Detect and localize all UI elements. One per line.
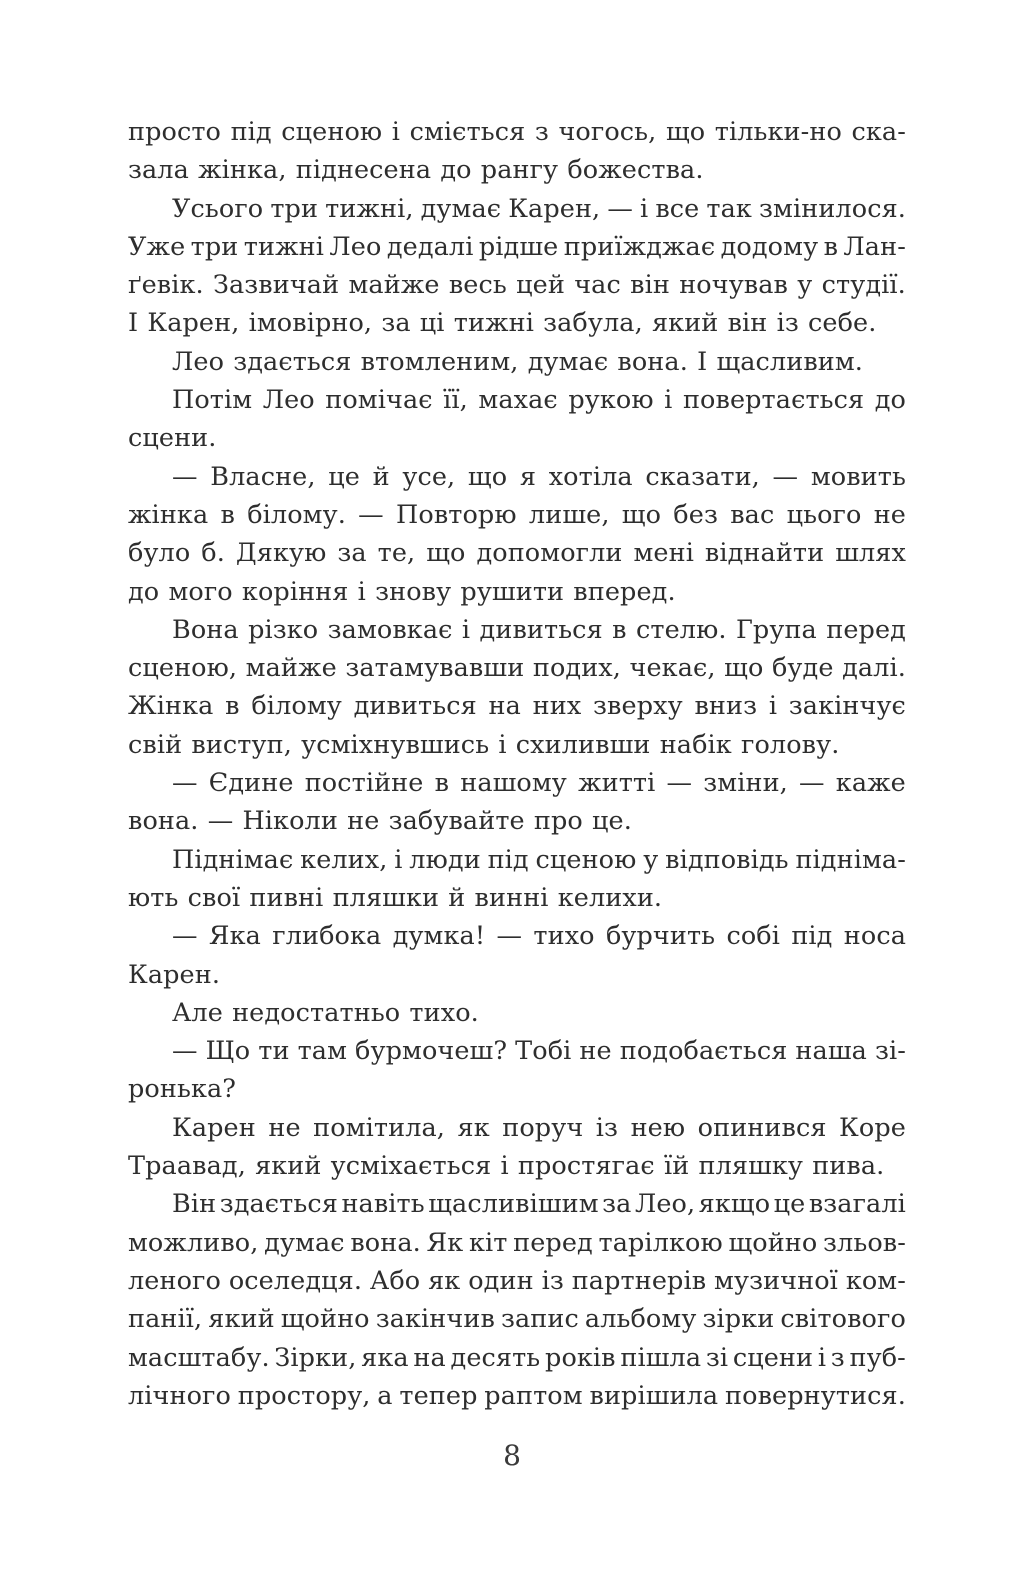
text-line: — Єдине постійне в нашому житті — зміни, — каже xyxy=(172,768,906,799)
text-line: вона. — Ніколи не забувайте про це. xyxy=(128,806,632,837)
text-line: Карен. xyxy=(128,959,221,990)
text-line: сцени. xyxy=(128,423,217,454)
text-line: леного оселедця. Або як один із партнерів музичної ком- xyxy=(128,1265,906,1296)
text-line: Лео здається втомленим, думає вона. І щасливим. xyxy=(172,346,864,377)
text-line: Вона різко замовкає і дивиться в стелю. Група перед xyxy=(172,614,906,645)
text-line: до мого коріння і знову рушити вперед. xyxy=(128,576,676,607)
text-line: — Що ти там бурмочеш? Тобі не подобається наша зі- xyxy=(172,1036,906,1067)
text-line: ронька? xyxy=(128,1074,237,1105)
text-line: Усього три тижні, думає Карен, — і все так змінилося. xyxy=(172,193,906,224)
text-line: Потім Лео помічає її, махає рукою і повертається до xyxy=(172,385,906,416)
text-line: І Карен, імовірно, за ці тижні забула, який він із себе. xyxy=(128,308,877,339)
text-line: свій виступ, усміхнувшись і схиливши набік голову. xyxy=(128,729,840,760)
text-line: просто під сценою і сміється з чогось, що тільки-но ска- xyxy=(128,117,906,147)
text-line: Уже три тижні Лео дедалі рідше приїжджає додому в Лан- xyxy=(128,231,906,262)
text-line: Траавад, який усміхається і простягає їй пляшку пива. xyxy=(128,1151,885,1182)
page-number: 8 xyxy=(503,1439,521,1472)
text-line: панії, який щойно закінчив запис альбому зірки світового xyxy=(128,1304,906,1335)
text-line: ґевік. Зазвичай майже весь цей час він ночував у студії. xyxy=(128,270,906,301)
text-line: Він здається навіть щасливішим за Лео, якщо це взагалі xyxy=(172,1189,906,1220)
text-line: жінка в білому. — Повторю лише, що без вас цього не xyxy=(128,499,906,530)
text-line: масштабу. Зірки, яка на десять років пішла зі сцени і з пуб- xyxy=(128,1342,906,1373)
text-line: Але недостатньо тихо. xyxy=(172,997,479,1028)
text-line: було б. Дякую за те, що допомогли мені віднайти шлях xyxy=(128,538,906,569)
text-line: Жінка в білому дивиться на них зверху вниз і закінчує xyxy=(128,691,906,722)
text-line: — Яка глибока думка! — тихо бурчить собі під носа xyxy=(172,921,906,952)
text-line: зала жінка, піднесена до рангу божества. xyxy=(128,155,704,186)
text-line: Піднімає келих, і люди під сценою у відповідь підніма- xyxy=(172,844,906,875)
text-line: — Власне, це й усе, що я хотіла сказати, — мовить xyxy=(172,461,906,492)
text-line: ють свої пивні пляшки й винні келихи. xyxy=(128,882,663,913)
text-line: можливо, думає вона. Як кіт перед тарілкою щойно зльов- xyxy=(128,1227,906,1258)
text-line: лічного простору, а тепер раптом вирішила повернутися. xyxy=(128,1380,906,1411)
body-text xyxy=(128,113,906,1415)
text-line: Карен не помітила, як поруч із нею опинився Коре xyxy=(172,1112,906,1143)
text-line: сценою, майже затамувавши подих, чекає, що буде далі. xyxy=(128,653,906,684)
